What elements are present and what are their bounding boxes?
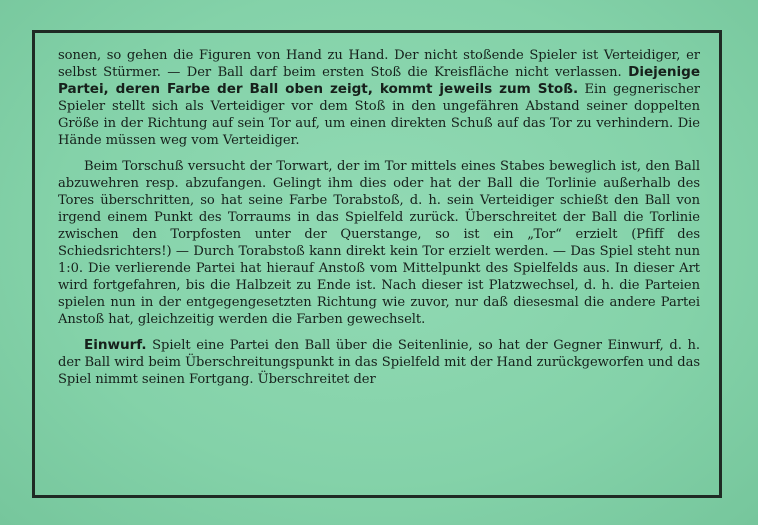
paragraph-lead-text: sonen, so gehen die Figuren von Hand zu Hand. Der nicht stoßende Spieler ist Verteidiger, er selbst Stürmer. — Der Ball darf beim ersten Stoß die Kreisfläche nicht verlassen. — [58, 48, 700, 81]
paragraph-trail-text: Ein gegnerischer Spieler stellt sich als Verteidiger vor dem Stoß in den ungefähren Abstand seiner doppelten Größe in der Richtung auf sein Tor auf, um einen direkten Schuß auf das Tor zu verhindern. Die Hände müssen weg vom Verteidiger. — [58, 82, 700, 149]
paragraph-einwurf — [58, 337, 700, 388]
bold-rule-text: Diejenige Partei, deren Farbe der Ball oben zeigt, kommt jeweils zum Stoß. — [58, 64, 700, 98]
paragraph-einwurf-text: Spielt eine Partei den Ball über die Seitenlinie, so hat der Gegner Einwurf, d. h. der Ball wird beim Überschreitungspunkt in das Spielfeld mit der Hand zurückgeworfen und das Spiel nimmt seinen Fortgang. Überschreitet der — [58, 337, 700, 387]
paragraph-torschuss — [58, 158, 700, 329]
paragraph-torschuss-text: Beim Torschuß versucht der Torwart, der im Tor mittels eines Stabes beweglich ist, den Ball abzuwehren resp. abzufangen. Gelingt ihm dies oder hat der Ball die Torlinie außerhalb des Tores überschritten, so hat seine Farbe Torabstoß, d. h. sein Verteidiger schießt den Ball von irgend einem Punkt des Torraums in das Spielfeld zurück. Überschreitet der Ball die Torlinie zwischen den Torpfosten unter der Querstange, so ist ein „Tor“ erzielt (Pfiff des Schiedsrichters!) — Durch Torabstoß kann direkt kein Tor erzielt werden. — Das Spiel steht nun 1:0. Die verlierende Partei hat hierauf Anstoß vom Mittelpunkt des Spielfelds aus. In dieser Art wird fortgefahren, bis die Halbzeit zu Ende ist. Nach dieser ist Platzwechsel, d. h. die Parteien spielen nun in der entgegengesetzten Richtung wie zuvor, nur daß diesesmal die andere Partei Anstoß hat, gleichzeitig werden die Farben gewechselt. — [58, 158, 700, 328]
paragraph-rules-continuation — [58, 47, 700, 150]
einwurf-heading: Einwurf. — [84, 336, 147, 353]
text-block — [58, 47, 700, 388]
